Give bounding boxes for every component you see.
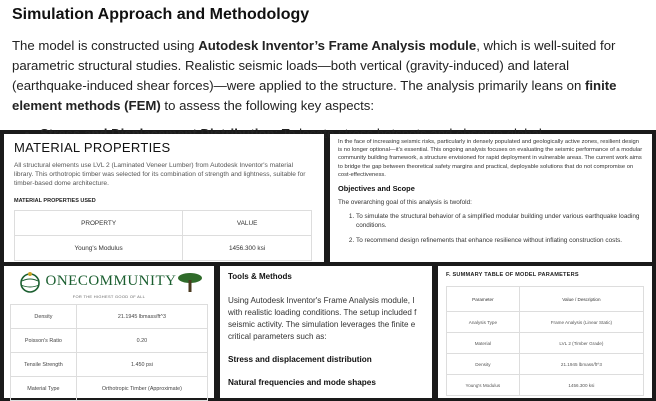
intro-paragraph: In the face of increasing seismic risks, particularly in densely populated and geologically active zones, resilient design is no longer optional—it's essential. This ongoing analysis focuses on evaluating the seismic performance of a modular community building framework, a structure envisioned for rapid deployment in vulnerable areas. The current work aims to bridge the gap between theoretical safety margins and practical, deployable solutions that do not compromise on cost-effectiveness. xyxy=(338,139,643,178)
material-properties-panel xyxy=(4,134,324,262)
table-cell: Frame Analysis (Linear Static) xyxy=(519,312,643,333)
summary-table xyxy=(446,286,644,396)
table-row xyxy=(11,353,208,377)
globe-icon xyxy=(16,271,46,293)
one-community-logo xyxy=(10,268,208,300)
summary-table-panel xyxy=(438,266,652,398)
table-row xyxy=(11,329,208,353)
methodology-paragraph: The model is constructed using Autodesk Inventor’s Frame Analysis module, which is well-suited for parametric structural studies. Realistic seismic loads—both vertical (gravity-induced) and lateral (earthquake-induced shear forces)—were applied to the structure. The analysis primarily leans on finite element methods (FEM) to assess the following key aspects: xyxy=(12,38,617,113)
logo-tagline: FOR THE HIGHEST GOOD OF ALL xyxy=(72,293,146,299)
table-header-row xyxy=(15,211,312,236)
table-cell: Tensile Strength xyxy=(11,353,77,377)
tools-methods-panel xyxy=(220,266,432,398)
table-row xyxy=(11,305,208,329)
table-cell: Material Type xyxy=(11,377,77,401)
table-cell: 1.450 psi xyxy=(76,353,207,377)
table-row xyxy=(447,375,644,396)
table-cell: Orthotropic Timber (Approximate) xyxy=(76,377,207,401)
objectives-panel xyxy=(330,134,652,262)
table-cell: Analysis Type xyxy=(447,312,520,333)
table-header-cell: PROPERTY xyxy=(15,211,183,236)
table-row xyxy=(15,236,312,261)
table-header-cell: Parameter xyxy=(447,287,520,312)
material-subheading: MATERIAL PROPERTIES USED xyxy=(14,198,96,204)
material-table xyxy=(14,210,312,261)
list-item: 1. To simulate the structural behavior of a simplified modular building under various earthquake loading conditions. xyxy=(356,212,644,230)
table-row xyxy=(447,354,644,375)
tree-icon xyxy=(177,270,203,294)
properties-table xyxy=(10,304,208,401)
table-cell: Young's Modulus xyxy=(15,236,183,261)
tools-heading: Tools & Methods xyxy=(228,272,292,281)
logo-properties-panel xyxy=(4,266,214,398)
methodology-panel xyxy=(0,0,656,130)
tools-item: Stress and displacement distribution xyxy=(228,355,372,364)
table-row xyxy=(447,312,644,333)
logo-text: ONECOMMUNITY xyxy=(45,273,177,289)
list-item: 2. To recommend design refinements that enhance resilience without inflating construction costs. xyxy=(356,236,644,245)
table-cell: 0.20 xyxy=(76,329,207,353)
table-row xyxy=(11,377,208,401)
table-cell: Poisson's Ratio xyxy=(11,329,77,353)
table-cell: 1456.300 ksi xyxy=(183,236,312,261)
table-cell: LVL 2 (Timber Grade) xyxy=(519,333,643,354)
objectives-heading: Objectives and Scope xyxy=(338,184,415,194)
objectives-overview: The overarching goal of this analysis is twofold: xyxy=(338,199,472,207)
section-title: Simulation Approach and Methodology xyxy=(12,6,310,23)
objectives-list xyxy=(338,212,644,245)
table-cell: 21.1945 lbmass/ft^3 xyxy=(519,354,643,375)
table-cell: 21.1945 lbmass/ft^3 xyxy=(76,305,207,329)
table-cell: Material xyxy=(447,333,520,354)
table-cell: Density xyxy=(447,354,520,375)
table-cell: Density xyxy=(11,305,77,329)
tools-body: Using Autodesk Inventor's Frame Analysis module, I with realistic loading conditions. The setup included f seismic activity. The simulation leverages the finite e critical parameters such as: xyxy=(228,296,417,341)
table-header-row xyxy=(447,287,644,312)
table-header-cell: VALUE xyxy=(183,211,312,236)
material-description: All structural elements use LVL 2 (Laminated Veneer Lumber) from Autodesk Inventor's material library. This orthotropic timber was selected for its combination of strength and lightness, suitable for timber-based dome architecture. xyxy=(14,162,306,187)
summary-heading: F. SUMMARY TABLE OF MODEL PARAMETERS xyxy=(446,272,579,278)
table-row xyxy=(447,333,644,354)
material-title: MATERIAL PROPERTIES xyxy=(14,140,171,155)
table-cell: 1456.300 ksi xyxy=(519,375,643,396)
table-header-cell: Value / Description xyxy=(519,287,643,312)
table-cell: Young's Modulus xyxy=(447,375,520,396)
tools-item: Natural frequencies and mode shapes xyxy=(228,378,376,387)
